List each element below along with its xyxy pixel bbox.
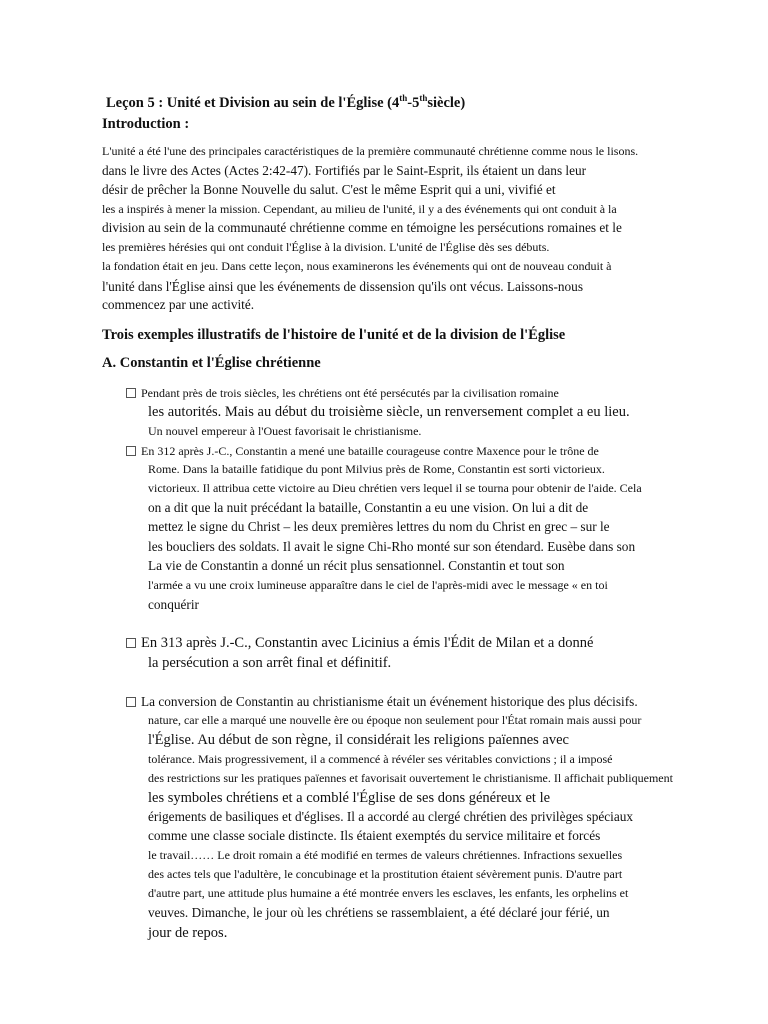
section-heading: Trois exemples illustratifs de l'histoire de l'unité et de la division de l'Église: [102, 327, 566, 343]
lesson-title: [106, 95, 465, 112]
lesson-title-text: siècle): [427, 95, 466, 111]
bullet-line: comme une classe sociale distincte. Ils étaient exemptés du service militaire et forcés: [148, 828, 601, 843]
bullet-line: l'armée a vu une croix lumineuse apparaître dans le ciel de l'après-midi avec le message « en toi: [148, 578, 608, 592]
bullet-item: [126, 635, 593, 652]
bullet-text: Pendant près de trois siècles, les chrétiens ont été persécutés par la civilisation romaine: [141, 386, 559, 400]
bullet-item: [126, 694, 638, 710]
intro-line: division au sein de la communauté chrétienne comme en témoigne les persécutions romaines et le: [102, 220, 622, 235]
bullet-text: En 313 après J.-C., Constantin avec Licinius a émis l'Édit de Milan et a donné: [141, 635, 594, 651]
bullet-line: les boucliers des soldats. Il avait le signe Chi-Rho monté sur son étendard. Eusèbe dans son: [148, 539, 636, 554]
bullet-line: La vie de Constantin a donné un récit plus sensationnel. Constantin et tout son: [148, 558, 565, 573]
bullet-item: [126, 444, 599, 459]
intro-heading: Introduction :: [102, 116, 190, 132]
bullet-line: la persécution a son arrêt final et définitif.: [148, 655, 392, 671]
bullet-line: on a dit que la nuit précédant la bataille, Constantin a eu une vision. On lui a dit de: [148, 500, 589, 515]
bullet-line: victorieux. Il attribua cette victoire au Dieu chrétien vers lequel il se tourna pour obtenir de l'aide. Cela: [148, 481, 642, 495]
intro-line: les premières hérésies qui ont conduit l'Église à la division. L'unité de l'Église dès ses débuts.: [102, 240, 550, 254]
bullet-line: jour de repos.: [148, 925, 228, 941]
intro-line: commencez par une activité.: [102, 297, 255, 312]
bullet-line: les symboles chrétiens et a comblé l'Église de ses dons généreux et le: [148, 790, 551, 806]
sub-heading: A. Constantin et l'Église chrétienne: [102, 355, 321, 371]
intro-line: l'unité dans l'Église ainsi que les événements de dissension qu'ils ont vécus. Laissons-nous: [102, 279, 584, 294]
bullet-line: d'autre part, une attitude plus humaine a été montrée envers les esclaves, les enfants, les orphelins et: [148, 886, 629, 900]
bullet-box-icon: [126, 638, 136, 648]
superscript: th: [419, 93, 428, 104]
bullet-box-icon: [126, 697, 136, 707]
intro-line: la fondation était en jeu. Dans cette leçon, nous examinerons les événements qui ont de nouveau conduit à: [102, 259, 612, 273]
bullet-item: [126, 386, 559, 401]
bullet-line: l'Église. Au début de son règne, il considérait les religions païennes avec: [148, 732, 569, 748]
bullet-box-icon: [126, 446, 136, 456]
intro-line: dans le livre des Actes (Actes 2:42-47). Fortifiés par le Saint-Esprit, ils étaient un dans leur: [102, 163, 587, 178]
intro-line: L'unité a été l'une des principales caractéristiques de la première communauté chrétienne comme nous le lisons.: [102, 144, 639, 158]
bullet-text: En 312 après J.-C., Constantin a mené une bataille courageuse contre Maxence pour le trône de: [141, 444, 599, 458]
superscript: th: [399, 93, 408, 104]
bullet-line: conquérir: [148, 597, 199, 612]
bullet-line: veuves. Dimanche, le jour où les chrétiens se rassemblaient, a été déclaré jour férié, un: [148, 905, 610, 920]
bullet-line: Rome. Dans la bataille fatidique du pont Milvius près de Rome, Constantin est sorti victorieux.: [148, 462, 605, 476]
bullet-line: Un nouvel empereur à l'Ouest favorisait le christianisme.: [148, 424, 422, 438]
bullet-line: nature, car elle a marqué une nouvelle ère ou époque non seulement pour l'État romain mais aussi pour: [148, 713, 642, 727]
bullet-line: des actes tels que l'adultère, le concubinage et la prostitution étaient sévèrement punis. D'autre part: [148, 867, 623, 881]
intro-line: les a inspirés à mener la mission. Cependant, au milieu de l'unité, il y a des événements qui ont conduit à la: [102, 202, 617, 216]
bullet-line: érigements de basiliques et d'églises. Il a accordé au clergé chrétien des privilèges spéciaux: [148, 809, 634, 824]
bullet-line: tolérance. Mais progressivement, il a commencé à révéler ses véritables convictions ; il a imposé: [148, 752, 613, 766]
lesson-title-text: Leçon 5 : Unité et Division au sein de l'Église (4: [106, 95, 400, 111]
bullet-line: des restrictions sur les pratiques païennes et favorisait ouvertement le christianisme. Il affichait publiquement: [148, 771, 673, 785]
bullet-line: mettez le signe du Christ – les deux premières lettres du nom du Christ en grec – sur le: [148, 519, 610, 534]
bullet-text: La conversion de Constantin au christianisme était un événement historique des plus décisifs.: [141, 694, 638, 709]
bullet-line: les autorités. Mais au début du troisième siècle, un renversement complet a eu lieu.: [148, 404, 630, 420]
intro-line: désir de prêcher la Bonne Nouvelle du salut. C'est le même Esprit qui a uni, vivifié et: [102, 182, 556, 197]
bullet-box-icon: [126, 388, 136, 398]
bullet-line: le travail…… Le droit romain a été modifié en termes de valeurs chrétiennes. Infractions sexuelles: [148, 848, 623, 862]
lesson-title-text: -5: [407, 95, 420, 111]
